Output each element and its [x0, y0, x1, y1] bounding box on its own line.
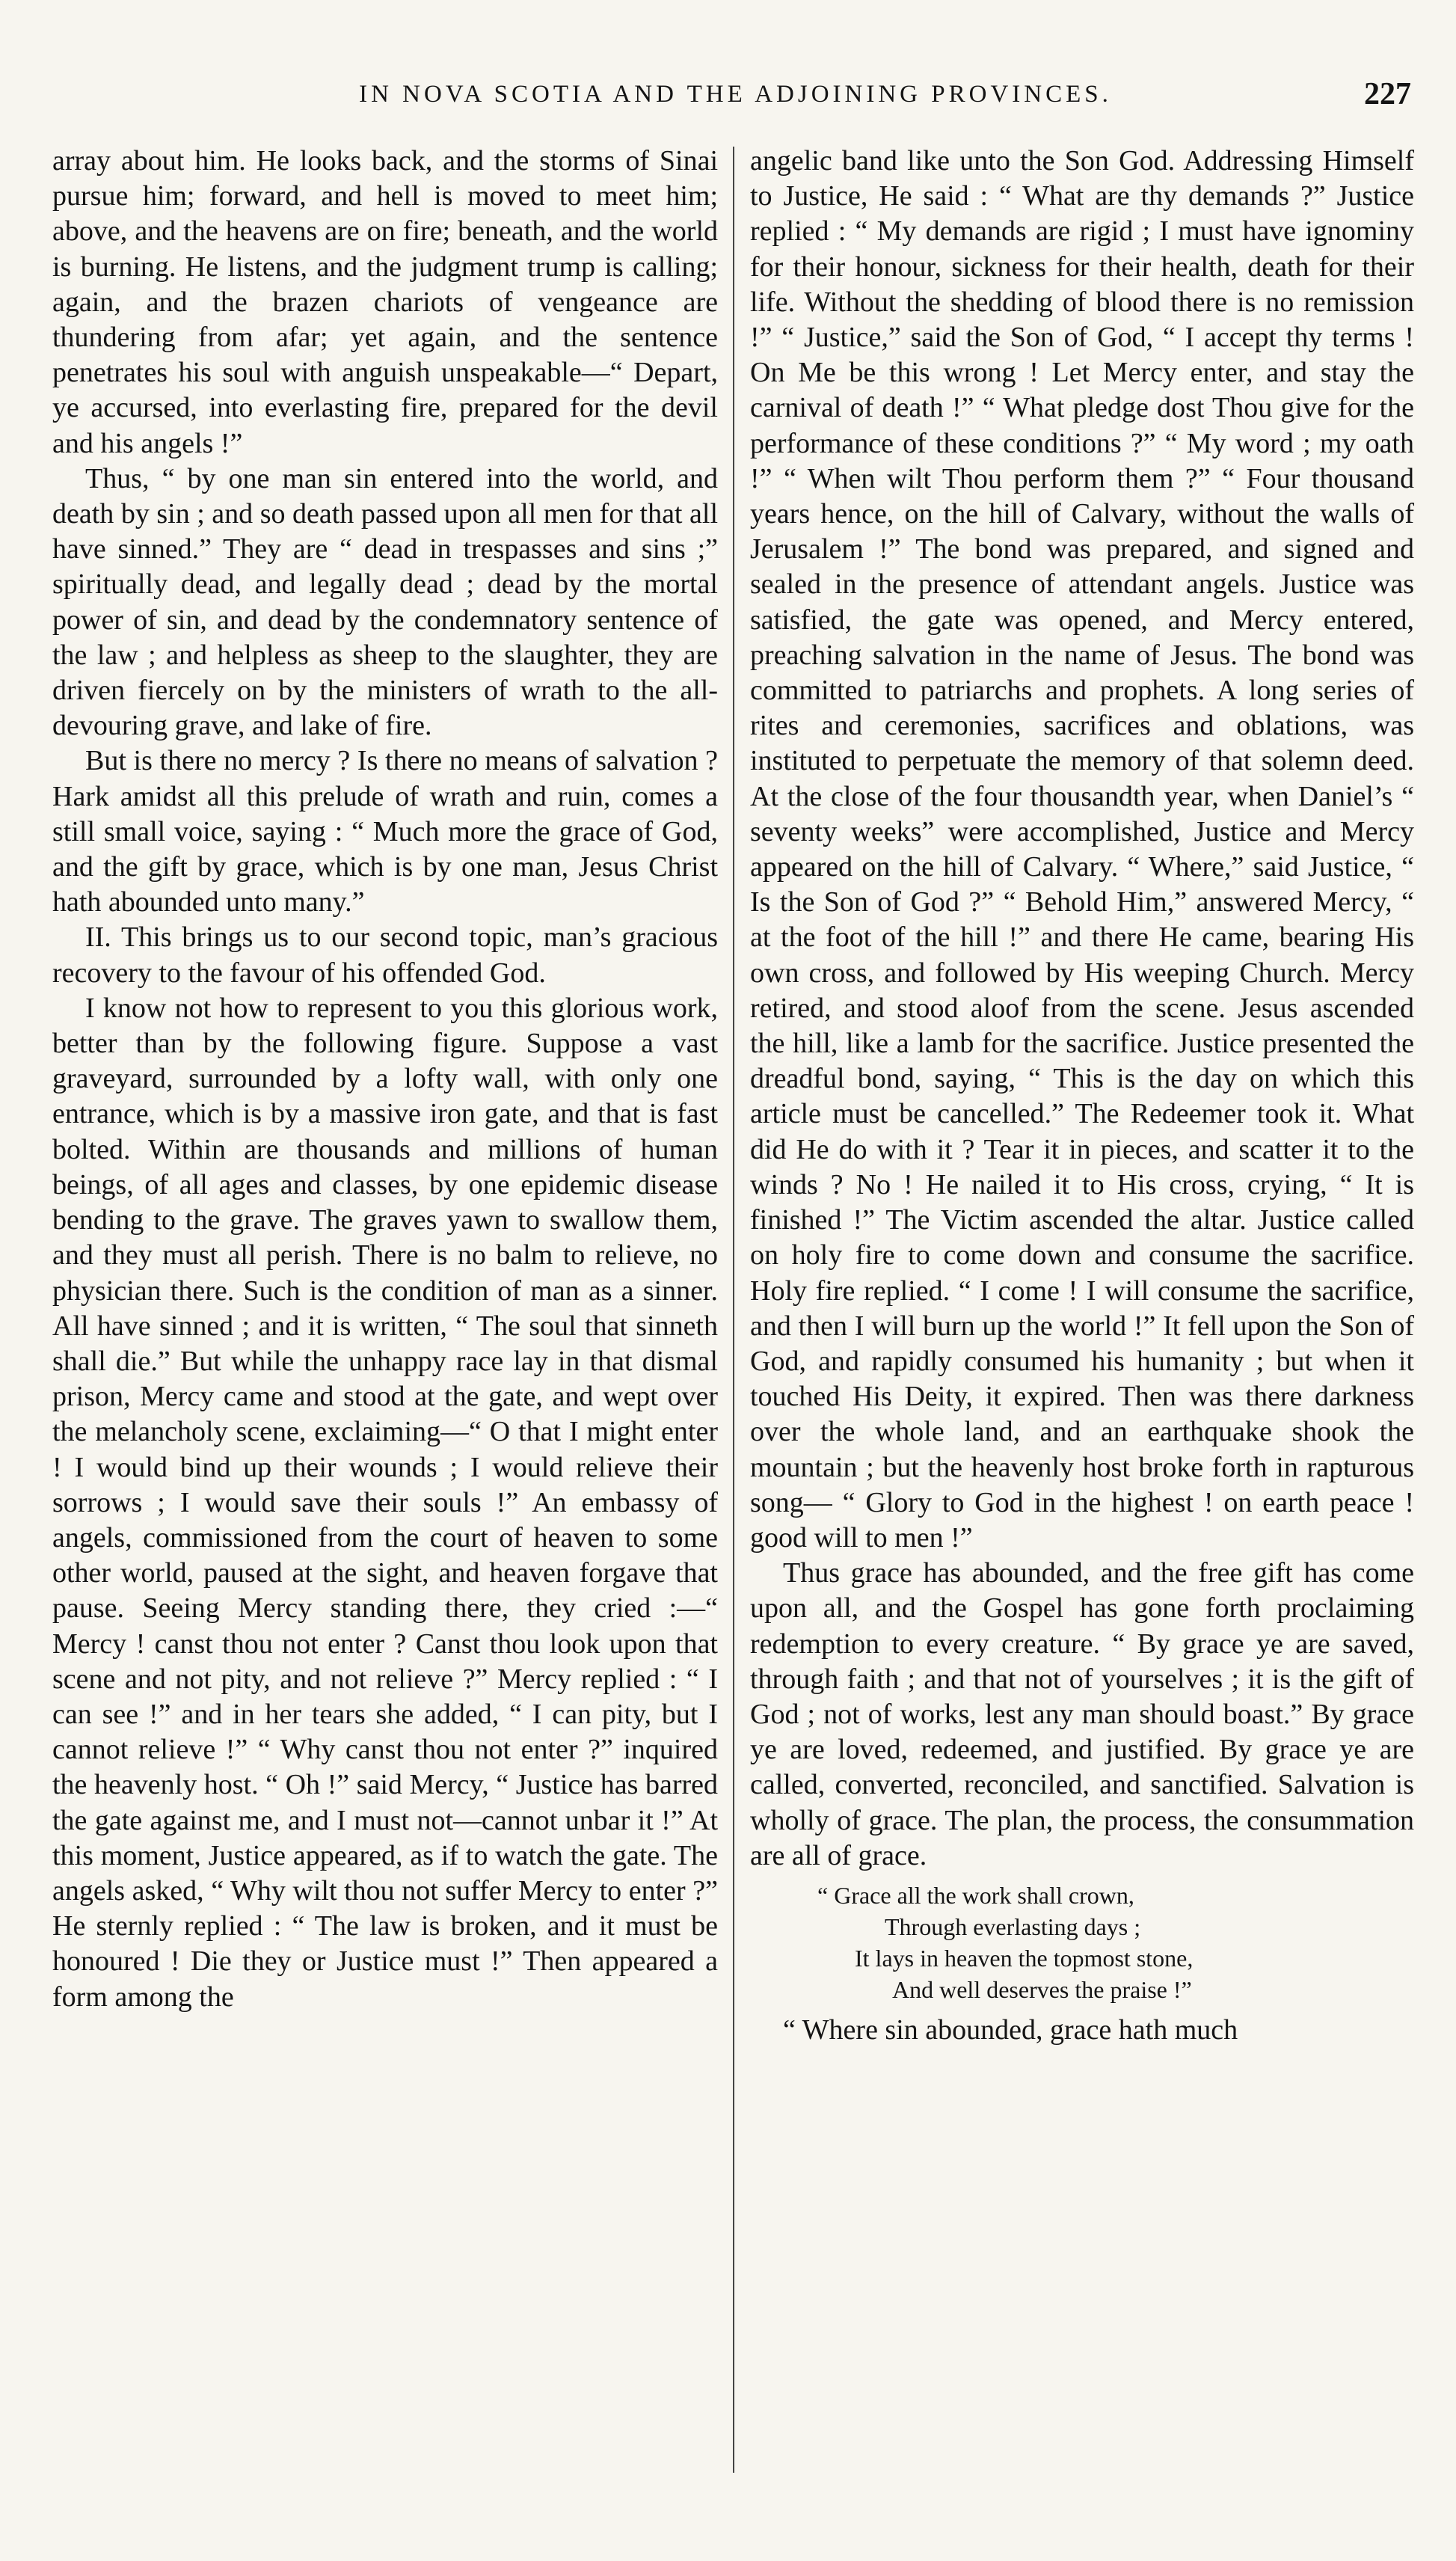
page-number: 227	[1364, 77, 1411, 111]
paragraph: Thus grace has abounded, and the free gift has come upon all, and the Gospel has gone forth proclaiming redemption to every creature. “ By grace ye are saved, through faith ; and that not of yourselves ; it is the gift of God ; not of works, lest any man should boast.” By grace ye are loved, redeemed, and justified. By grace ye are called, converted, reconciled, and sanctified. Salvation is wholly of grace. The plan, the process, the consummation are all of grace.	[750, 1557, 1414, 1871]
column-divider	[733, 147, 734, 2473]
paragraph: angelic band like unto the Son God. Addressing Himself to Justice, He said : “ What are thy demands ?” Justice replied : “ My demands are rigid ; I must have ignominy for their honour, sickness for their health, death for their life. Without the shedding of blood there is no remission !” “ Justice,” said the Son of God, “ I accept thy terms ! On Me be this wrong ! Let Mercy enter, and stay the carnival of death !” “ What pledge dost Thou give for the performance of these conditions ?” “ My word ; my oath !” “ When wilt Thou perform them ?” “ Four thousand years hence, on the hill of Calvary, without the walls of Jerusalem !” The bond was prepared, and signed and sealed in the presence of attendant angels. Justice was satisfied, the gate was opened, and Mercy entered, preaching salvation in the name of Jesus. The bond was committed to patriarchs and prophets. A long series of rites and ceremonies, sacrifices and oblations, was instituted to perpetuate the memory of that solemn deed. At the close of the four thousandth year, when Daniel’s “ seventy weeks” were accomplished, Justice and Mercy appeared on the hill of Calvary. “ Where,” said Justice, “ Is the Son of God ?” “ Behold Him,” answered Mercy, “ at the foot of the hill !” and there He came, bearing His own cross, and followed by His weeping Church. Mercy retired, and stood aloof from the scene. Jesus ascended the hill, like a lamb for the sacrifice. Justice presented the dreadful bond, saying, “ This is the day on which this article must be cancelled.” The Redeemer took it. What did He do with it ? Tear it in pieces, and scatter it to the winds ? No ! He nailed it to His cross, crying, “ It is finished !” The Victim ascended the altar. Justice called on holy fire to come down and consume the sacrifice. Holy fire replied. “ I come ! I will consume the sacrifice, and then I will burn up the world !” It fell upon the Son of God, and rapidly consumed his humanity ; but when it touched His Deity, it expired. Then was there darkness over the whole land, and an earthquake shook the mountain ; but the heavenly host broke forth in rapturous song— “ Glory to God in the highest ! on earth peace ! good will to men !”	[750, 145, 1414, 1554]
paragraph: But is there no mercy ? Is there no means of salvation ? Hark amidst all this prelude of wrath and ruin, comes a still small voice, saying : “ Much more the grace of God, and the gift by grace, which is by one man, Jesus Christ hath abounded unto many.”	[52, 745, 718, 918]
right-column	[750, 144, 1414, 2048]
paragraph: II. This brings us to our second topic, man’s gracious recovery to the favour of his offended God.	[52, 921, 718, 989]
paragraph: I know not how to represent to you this glorious work, better than by the following figure. Suppose a vast graveyard, surrounded by a lofty wall, with only one entrance, which is by a massive iron gate, and that is fast bolted. Within are thousands and millions of human beings, of all ages and classes, by one epidemic disease bending to the grave. The graves yawn to swallow them, and they must all perish. There is no balm to relieve, no physician there. Such is the condition of man as a sinner. All have sinned ; and it is written, “ The soul that sinneth shall die.” But while the unhappy race lay in that dismal prison, Mercy came and stood at the gate, and wept over the melancholy scene, exclaiming—“ O that I might enter ! I would bind up their wounds ; I would relieve their sorrows ; I would save their souls !” An embassy of angels, commissioned from the court of heaven to some other world, paused at the sight, and heaven forgave that pause. Seeing Mercy standing there, they cried :—“ Mercy ! canst thou not enter ? Canst thou look upon that scene and not pity, and not relieve ?” Mercy replied : “ I can see !” and in her tears she added, “ I can pity, but I cannot relieve !” “ Why canst thou not enter ?” inquired the heavenly host. “ Oh !” said Mercy, “ Justice has barred the gate against me, and I must not—cannot unbar it !” At this moment, Justice appeared, as if to watch the gate. The angels asked, “ Why wilt thou not suffer Mercy to enter ?” He sternly replied : “ The law is broken, and it must be honoured ! Die they or Justice must !” Then appeared a form among the	[52, 992, 718, 2013]
paragraph: “ Where sin abounded, grace hath much	[783, 2013, 1238, 2046]
poem-line: It lays in heaven the topmost stone,	[855, 1944, 1194, 1972]
paragraph: Thus, “ by one man sin entered into the world, and death by sin ; and so death passed upon all men for that all have sinned.” They are “ dead in trespasses and sins ;” spiritually dead, and legally dead ; dead by the mortal power of sin, and dead by the condemnatory sentence of the law ; and helpless as sheep to the slaughter, they are driven fiercely on by the ministers of wrath to the all-devouring grave, and lake of fire.	[52, 462, 718, 742]
poem-line: “ Grace all the work shall crown,	[817, 1881, 1134, 1909]
left-column	[52, 144, 718, 2015]
hymn-quote	[750, 1880, 1414, 2005]
paragraph: array about him. He looks back, and the storms of Sinai pursue him; forward, and hell is moved to meet him; above, and the heavens are on fire; beneath, and the world is burning. He listens, and the judgment trump is calling; again, and the brazen chariots of vengeance are thundering from afar; yet again, and the sentence penetrates his soul with anguish unspeakable—“ Depart, ye accursed, into everlasting fire, prepared for the devil and his angels !”	[52, 145, 718, 459]
poem-line: Through everlasting days ;	[885, 1913, 1141, 1940]
page-header	[52, 77, 1419, 126]
running-title: IN NOVA SCOTIA AND THE ADJOINING PROVINCES.	[359, 81, 1112, 108]
poem-line: And well deserves the praise !”	[892, 1975, 1192, 2003]
